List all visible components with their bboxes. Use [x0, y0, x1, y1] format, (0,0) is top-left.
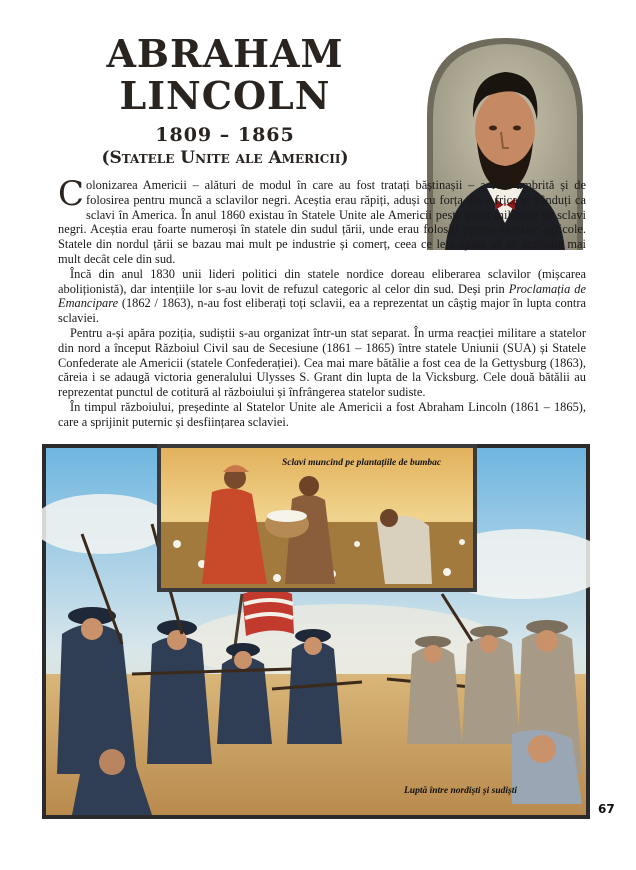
title-first-name: ABRAHAM — [106, 31, 344, 76]
paragraph-2-text-b: (1862 / 1863), n-au fost eliberați toți sclavii, ea a reprezentat un câștig major în lupta contra sclaviei. — [58, 296, 586, 326]
paragraph-3: Pentru a-și apăra poziția, sudiștii s-au organizat într-un stat separat. În urma reacției militare a statelor din nord a început Războiul Civil sau de Secesiune (1861 – 1865) între statele Uniunii (SUA) și Statele Confederate ale Americii (statele Confederației). Cea mai mare bătălie a fost cea de la Gettysburg (1863), căreia i se adaugă victoria generalului Ulysses S. Grant din lupta de la Vicksburg. Cele două bătălii au reprezentat punctul de cotitură al războiului și înfrângerea statelor sudiste. — [58, 325, 586, 400]
paragraph-4: În timpul războiului, președinte al Statelor Unite ale Americii a fost Abraham Lincoln (1861 – 1865), care a sprijinit puternic și desființarea sclaviei. — [58, 399, 586, 429]
drop-cap: C — [58, 174, 85, 214]
article-text — [58, 174, 587, 430]
title-last-name: LINCOLN — [119, 73, 331, 118]
proclamation-title: Proclamația de Emancipare — [58, 281, 587, 311]
page-number: 67 — [598, 802, 615, 816]
paragraph-1 — [58, 174, 586, 267]
country-subtitle: (Statele Unite ale Americii) — [101, 148, 349, 168]
paragraph-1-text: olonizarea Americii – alături de modul în care au fost tratați băștinașii – a fost umbrită și de folosirea pentru muncă a sclavilor negri. Aceștia erau răpiți, aduși cu forța din Africa și vânduți ca sclavi în America. În anul 1860 existau în Statele Unite ale Americii peste patru milioane de sclavi negri. Aceștia erau foarte numeroși în statele din sudul țării, unde erau folosiți pentru muncile agricole. Statele din nordul țării se bazau mai mult pe industrie și comerț, ceea ce le-a ajutat să se dezvolte mai mult decât cele din sud. — [58, 178, 586, 266]
caption-cotton: Sclavi muncind pe plantațiile de bumbac — [282, 458, 442, 468]
life-years: 1809 – 1865 — [155, 124, 295, 146]
paragraph-2 — [58, 267, 586, 326]
paragraph-2-text-a: Încă din anul 1830 unii lideri politici din statele nordice doreau eliberarea sclavilor (mișcarea aboliționistă), dar intențiile lor s-au lovit de refuzul categoric al celor din sud. Deși prin — [58, 266, 586, 296]
caption-battle: Luptă între nordiști și sudiști — [404, 786, 517, 796]
